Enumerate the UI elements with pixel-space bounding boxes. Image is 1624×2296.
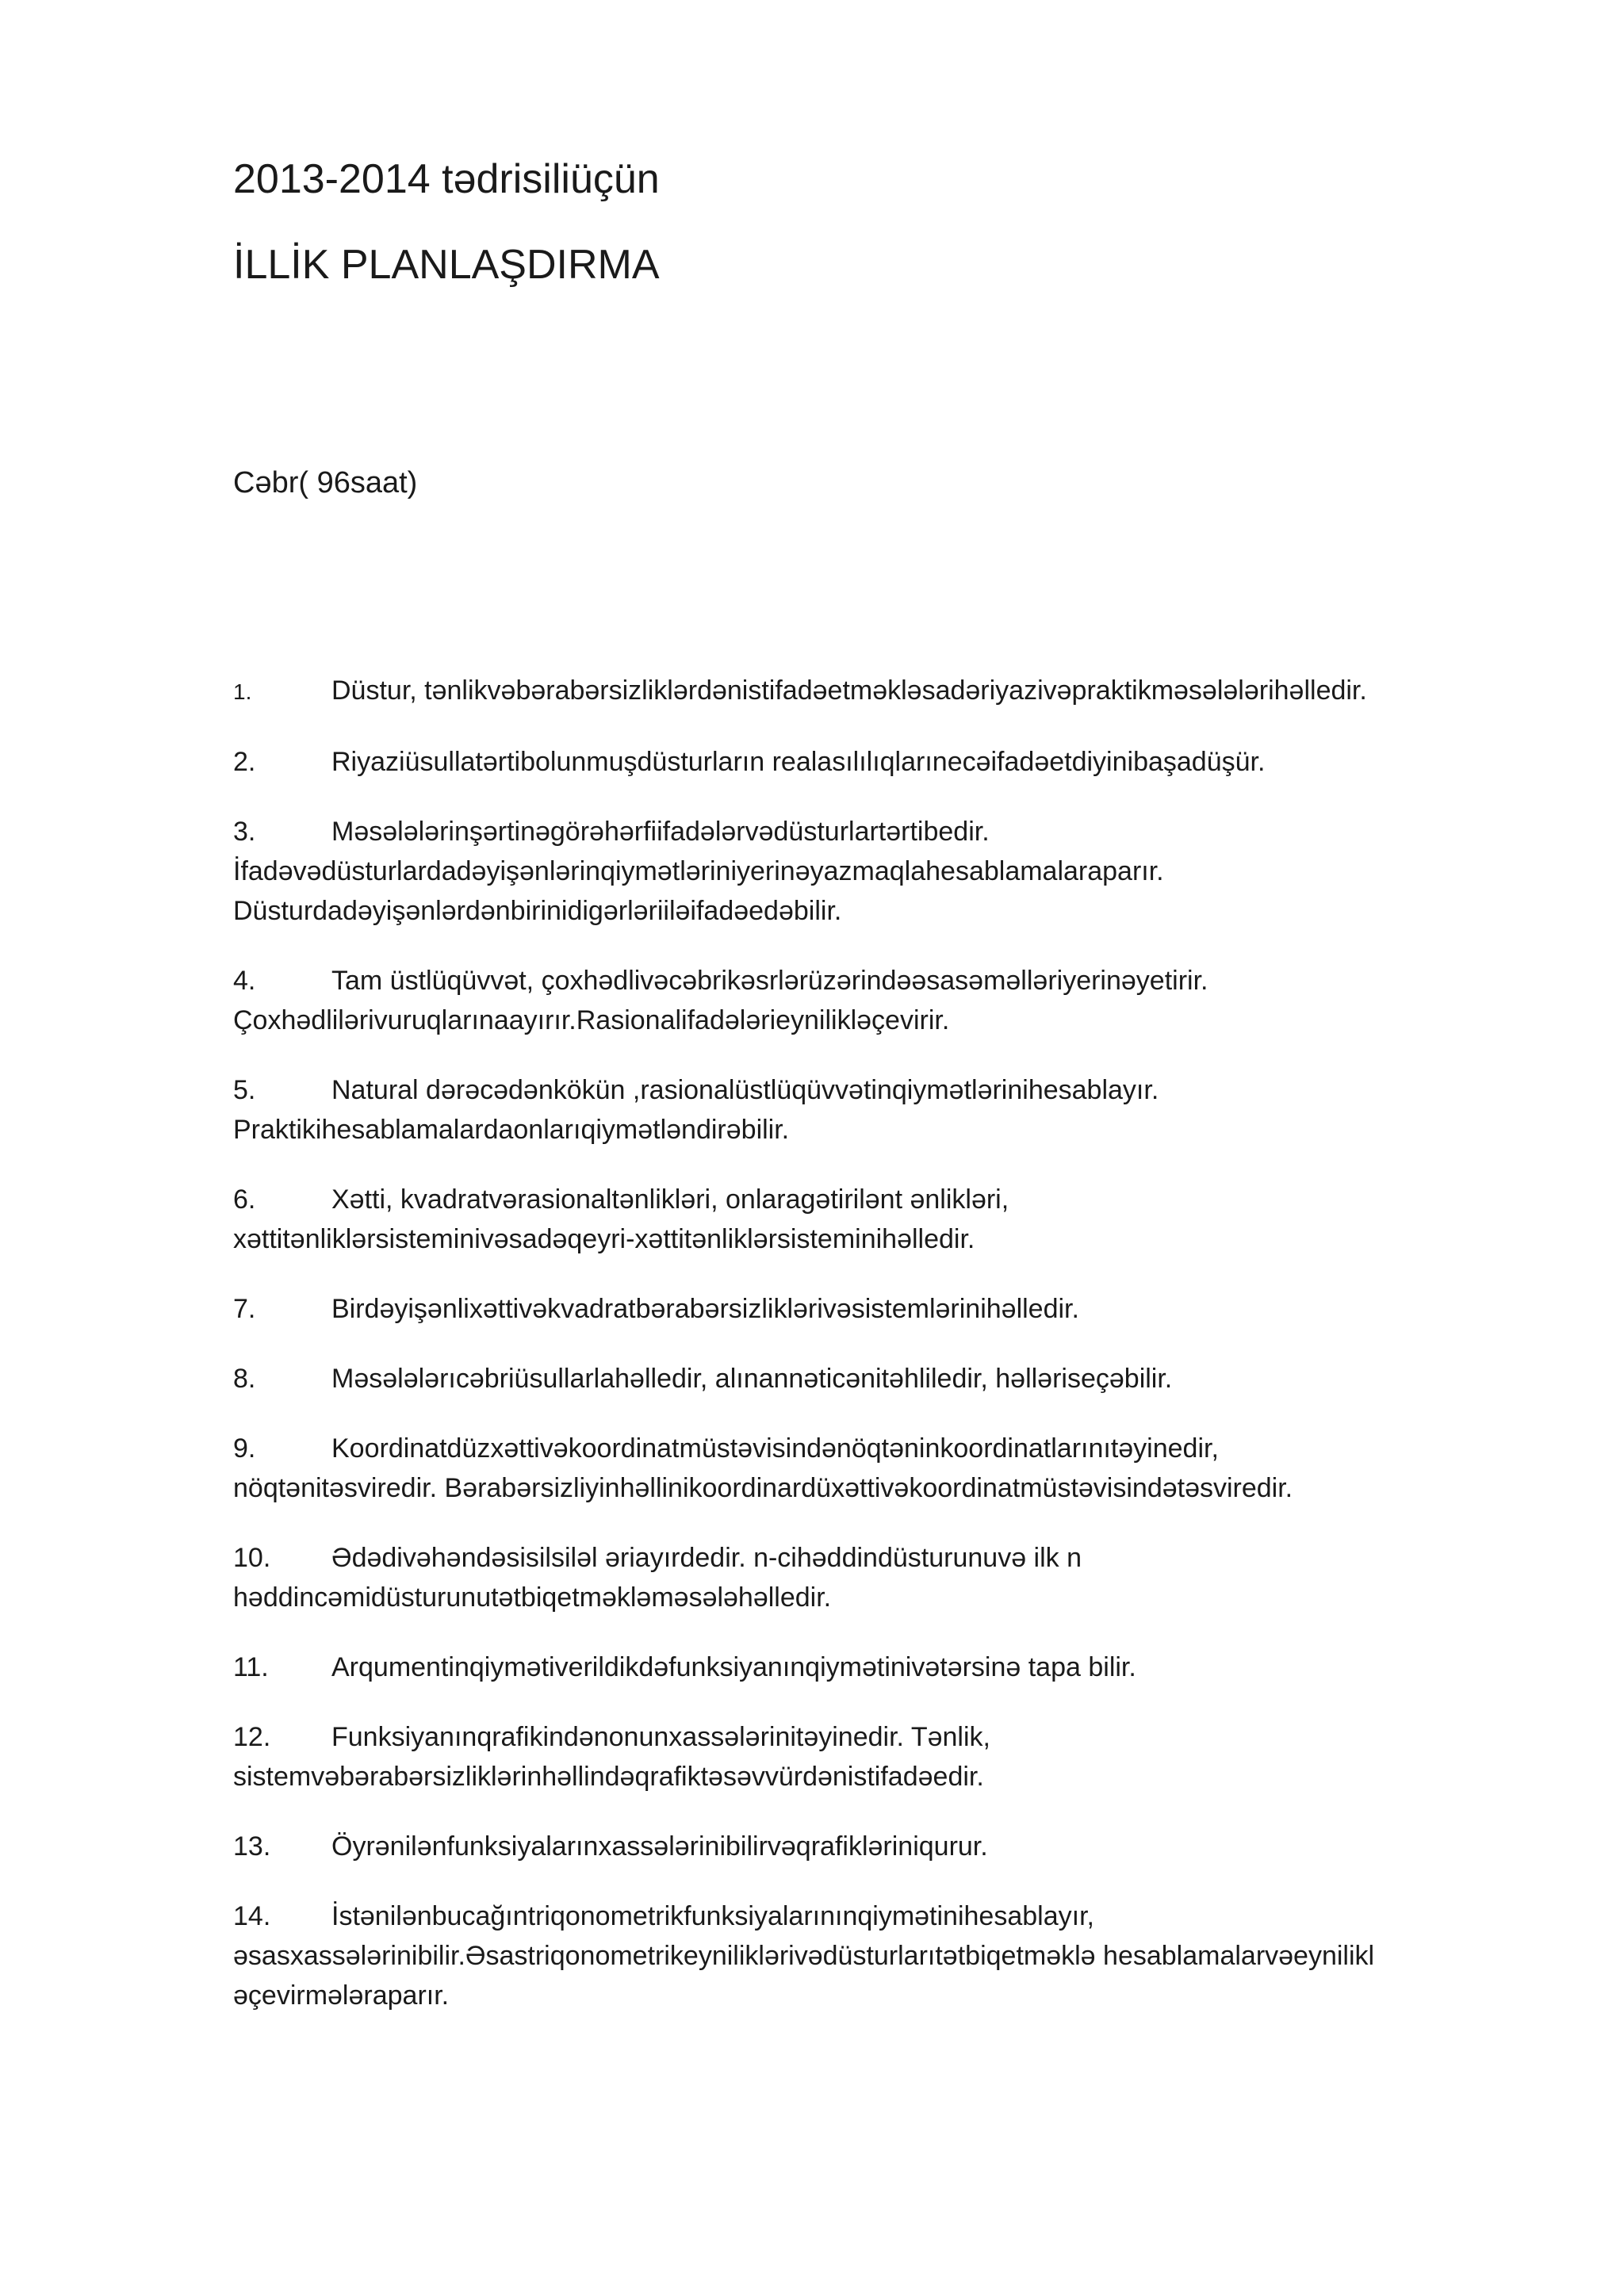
outcome-item: [233, 1538, 1518, 1617]
outcome-continuation-line: Çoxhədlilərivuruqlarınaayırır.Rasionalifadələrieynilikləçevirir.: [233, 1005, 950, 1035]
outcome-first-line: [233, 1359, 1518, 1399]
outcome-first-line: [233, 961, 1518, 1001]
outcome-first-line: [233, 1538, 1518, 1578]
subject-heading: Cəbr( 96saat): [233, 466, 418, 499]
learning-outcomes-list: [233, 671, 1518, 2045]
outcome-continuation-line: nöqtənitəsviredir. Bərabərsizliyinhəllinikoordinardüxəttivəkoordinatmüstəvisindətəsviredir.: [233, 1473, 1293, 1503]
outcome-item: [233, 1717, 1518, 1797]
outcome-text: İstənilənbucağıntriqonometrikfunksiyalarınınqiymətinihesablayır,: [331, 1901, 1094, 1931]
outcome-continuation-line: Praktikihesablamalardaonlarıqiymətləndirəbilir.: [233, 1115, 790, 1145]
outcome-continuation-line: xəttitənliklərsisteminivəsadəqeyri-xəttitənliklərsisteminihəlledir.: [233, 1224, 975, 1254]
outcome-item: [233, 812, 1518, 931]
document-title: İLLİK PLANLAŞDIRMA: [233, 242, 660, 288]
outcome-text: Birdəyişənlixəttivəkvadratbərabərsizliklərivəsistemlərinihəlledir.: [331, 1294, 1079, 1324]
outcome-number: 5.: [233, 1075, 256, 1105]
outcome-item: [233, 1896, 1518, 2015]
outcome-continuation-line: əsasxassələrinibilir.Əsastriqonometrikeyniliklərivədüsturlarıtətbiqetməklə hesablamalarvəeynilikl: [233, 1941, 1375, 1971]
outcome-item: [233, 671, 1518, 712]
outcome-continuation-line: Düsturdadəyişənlərdənbirinidigərləriiləifadəedəbilir.: [233, 896, 842, 926]
outcome-first-line: [233, 1717, 1518, 1757]
outcome-number: 2.: [233, 747, 256, 777]
outcome-item: [233, 1289, 1518, 1329]
outcome-first-line: [233, 1180, 1518, 1219]
outcome-text: Öyrənilənfunksiyalarınxassələrinibilirvəqrafikləriniqurur.: [331, 1831, 988, 1862]
outcome-text: Düstur, tənlikvəbərabərsizliklərdənistifadəetməkləsadəriyazivəpraktikməsələlərihəlledir.: [331, 675, 1367, 706]
outcome-continuation-line: İfadəvədüsturlardadəyişənlərinqiymətləriniyerinəyazmaqlahesablamalaraparır.: [233, 856, 1164, 886]
outcome-item: [233, 1180, 1518, 1259]
outcome-number: 7.: [233, 1294, 256, 1324]
outcome-item: [233, 1827, 1518, 1866]
outcome-first-line: [233, 1896, 1518, 1936]
outcome-number: 13.: [233, 1831, 271, 1862]
outcome-item: [233, 1429, 1518, 1508]
outcome-text: Koordinatdüzxəttivəkoordinatmüstəvisindənöqtəninkoordinatlarınıtəyinedir,: [331, 1433, 1219, 1464]
document-title-year: 2013-2014 tədrisiliüçün: [233, 156, 660, 202]
outcome-number: 12.: [233, 1722, 271, 1752]
outcome-text: Arqumentinqiymətiverildikdəfunksiyanınqiymətinivətərsinə tapa bilir.: [331, 1652, 1136, 1682]
outcome-number: 8.: [233, 1364, 256, 1394]
outcome-first-line: [233, 1429, 1518, 1468]
outcome-first-line: [233, 1647, 1518, 1687]
outcome-text: Ədədivəhəndəsisilsiləl əriayırdedir. n-cihəddindüsturunuvə ilk n: [331, 1543, 1082, 1573]
outcome-first-line: [233, 1070, 1518, 1110]
outcome-text: Tam üstlüqüvvət, çoxhədlivəcəbrikəsrlərüzərindəəsasəməlləriyerinəyetirir.: [331, 966, 1208, 996]
outcome-first-line: [233, 1827, 1518, 1866]
outcome-continuation-line: həddincəmidüsturunutətbiqetməkləməsələhəlledir.: [233, 1582, 832, 1613]
outcome-item: [233, 1070, 1518, 1150]
outcome-text: Riyaziüsullatərtibolunmuşdüsturların realasılılıqlarınecəifadəetdiyinibaşadüşür.: [331, 747, 1266, 777]
outcome-text: Funksiyanınqrafikindənonunxassələrinitəyinedir. Tənlik,: [331, 1722, 990, 1752]
outcome-number: 14.: [233, 1901, 271, 1931]
outcome-first-line: [233, 742, 1518, 782]
outcome-number: 10.: [233, 1543, 271, 1573]
outcome-number: 1.: [233, 679, 252, 704]
outcome-number: 11.: [233, 1652, 269, 1682]
outcome-continuation-line: əçevirmələraparır.: [233, 1980, 450, 2011]
outcome-text: Məsələlərinşərtinəgörəhərfiifadələrvədüsturlartərtibedir.: [331, 817, 990, 847]
outcome-item: [233, 961, 1518, 1040]
outcome-number: 3.: [233, 817, 256, 847]
outcome-item: [233, 1359, 1518, 1399]
outcome-text: Natural dərəcədənkökün ,rasionalüstlüqüvvətinqiymətlərinihesablayır.: [331, 1075, 1159, 1105]
outcome-number: 4.: [233, 966, 256, 996]
outcome-continuation-line: sistemvəbərabərsizliklərinhəllindəqrafiktəsəvvürdənistifadəedir.: [233, 1762, 984, 1792]
outcome-text: Məsələlərıcəbriüsullarlahəlledir, alınannəticənitəhliledir, həlləriseçəbilir.: [331, 1364, 1173, 1394]
outcome-item: [233, 742, 1518, 782]
outcome-text: Xətti, kvadratvərasionaltənlikləri, onlaragətirilənt ənlikləri,: [331, 1184, 1009, 1215]
outcome-first-line: [233, 1289, 1518, 1329]
outcome-item: [233, 1647, 1518, 1687]
outcome-first-line: [233, 671, 1518, 712]
outcome-first-line: [233, 812, 1518, 851]
outcome-number: 6.: [233, 1184, 256, 1215]
outcome-number: 9.: [233, 1433, 256, 1464]
